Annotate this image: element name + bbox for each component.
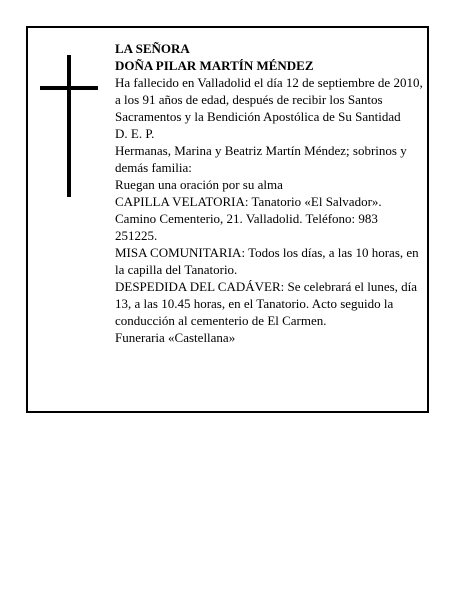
prayer-request: Ruegan una oración por su alma [115, 177, 283, 192]
community-mass-info: MISA COMUNITARIA: Todos los días, a las 10 horas, en la capilla del Tanatorio. [115, 245, 419, 277]
cross-vertical-bar [67, 55, 71, 197]
obituary-notice [26, 26, 429, 413]
notice-title: LA SEÑORA [115, 41, 190, 56]
notice-text [115, 40, 423, 346]
funeral-home: Funeraria «Castellana» [115, 330, 236, 345]
cross-icon [40, 55, 98, 197]
wake-chapel-info: CAPILLA VELATORIA: Tanatorio «El Salvador». Camino Cementerio, 21. Valladolid. Teléfono: 983 251225. [115, 194, 382, 243]
family-line: Hermanas, Marina y Beatriz Martín Méndez; sobrinos y demás familia: [115, 143, 407, 175]
death-announcement: Ha fallecido en Valladolid el día 12 de septiembre de 2010, a los 91 años de edad, después de recibir los Santos Sacramentos y la Bendición Apostólica de Su Santidad [115, 75, 423, 124]
deceased-name: DOÑA PILAR MARTÍN MÉNDEZ [115, 58, 314, 73]
cross-horizontal-bar [40, 86, 98, 90]
funeral-farewell-info: DESPEDIDA DEL CADÁVER: Se celebrará el lunes, día 13, a las 10.45 horas, en el Tanatorio. Acto seguido la conducción al cementerio de El Carmen. [115, 279, 418, 328]
rip-line: D. E. P. [115, 126, 155, 141]
